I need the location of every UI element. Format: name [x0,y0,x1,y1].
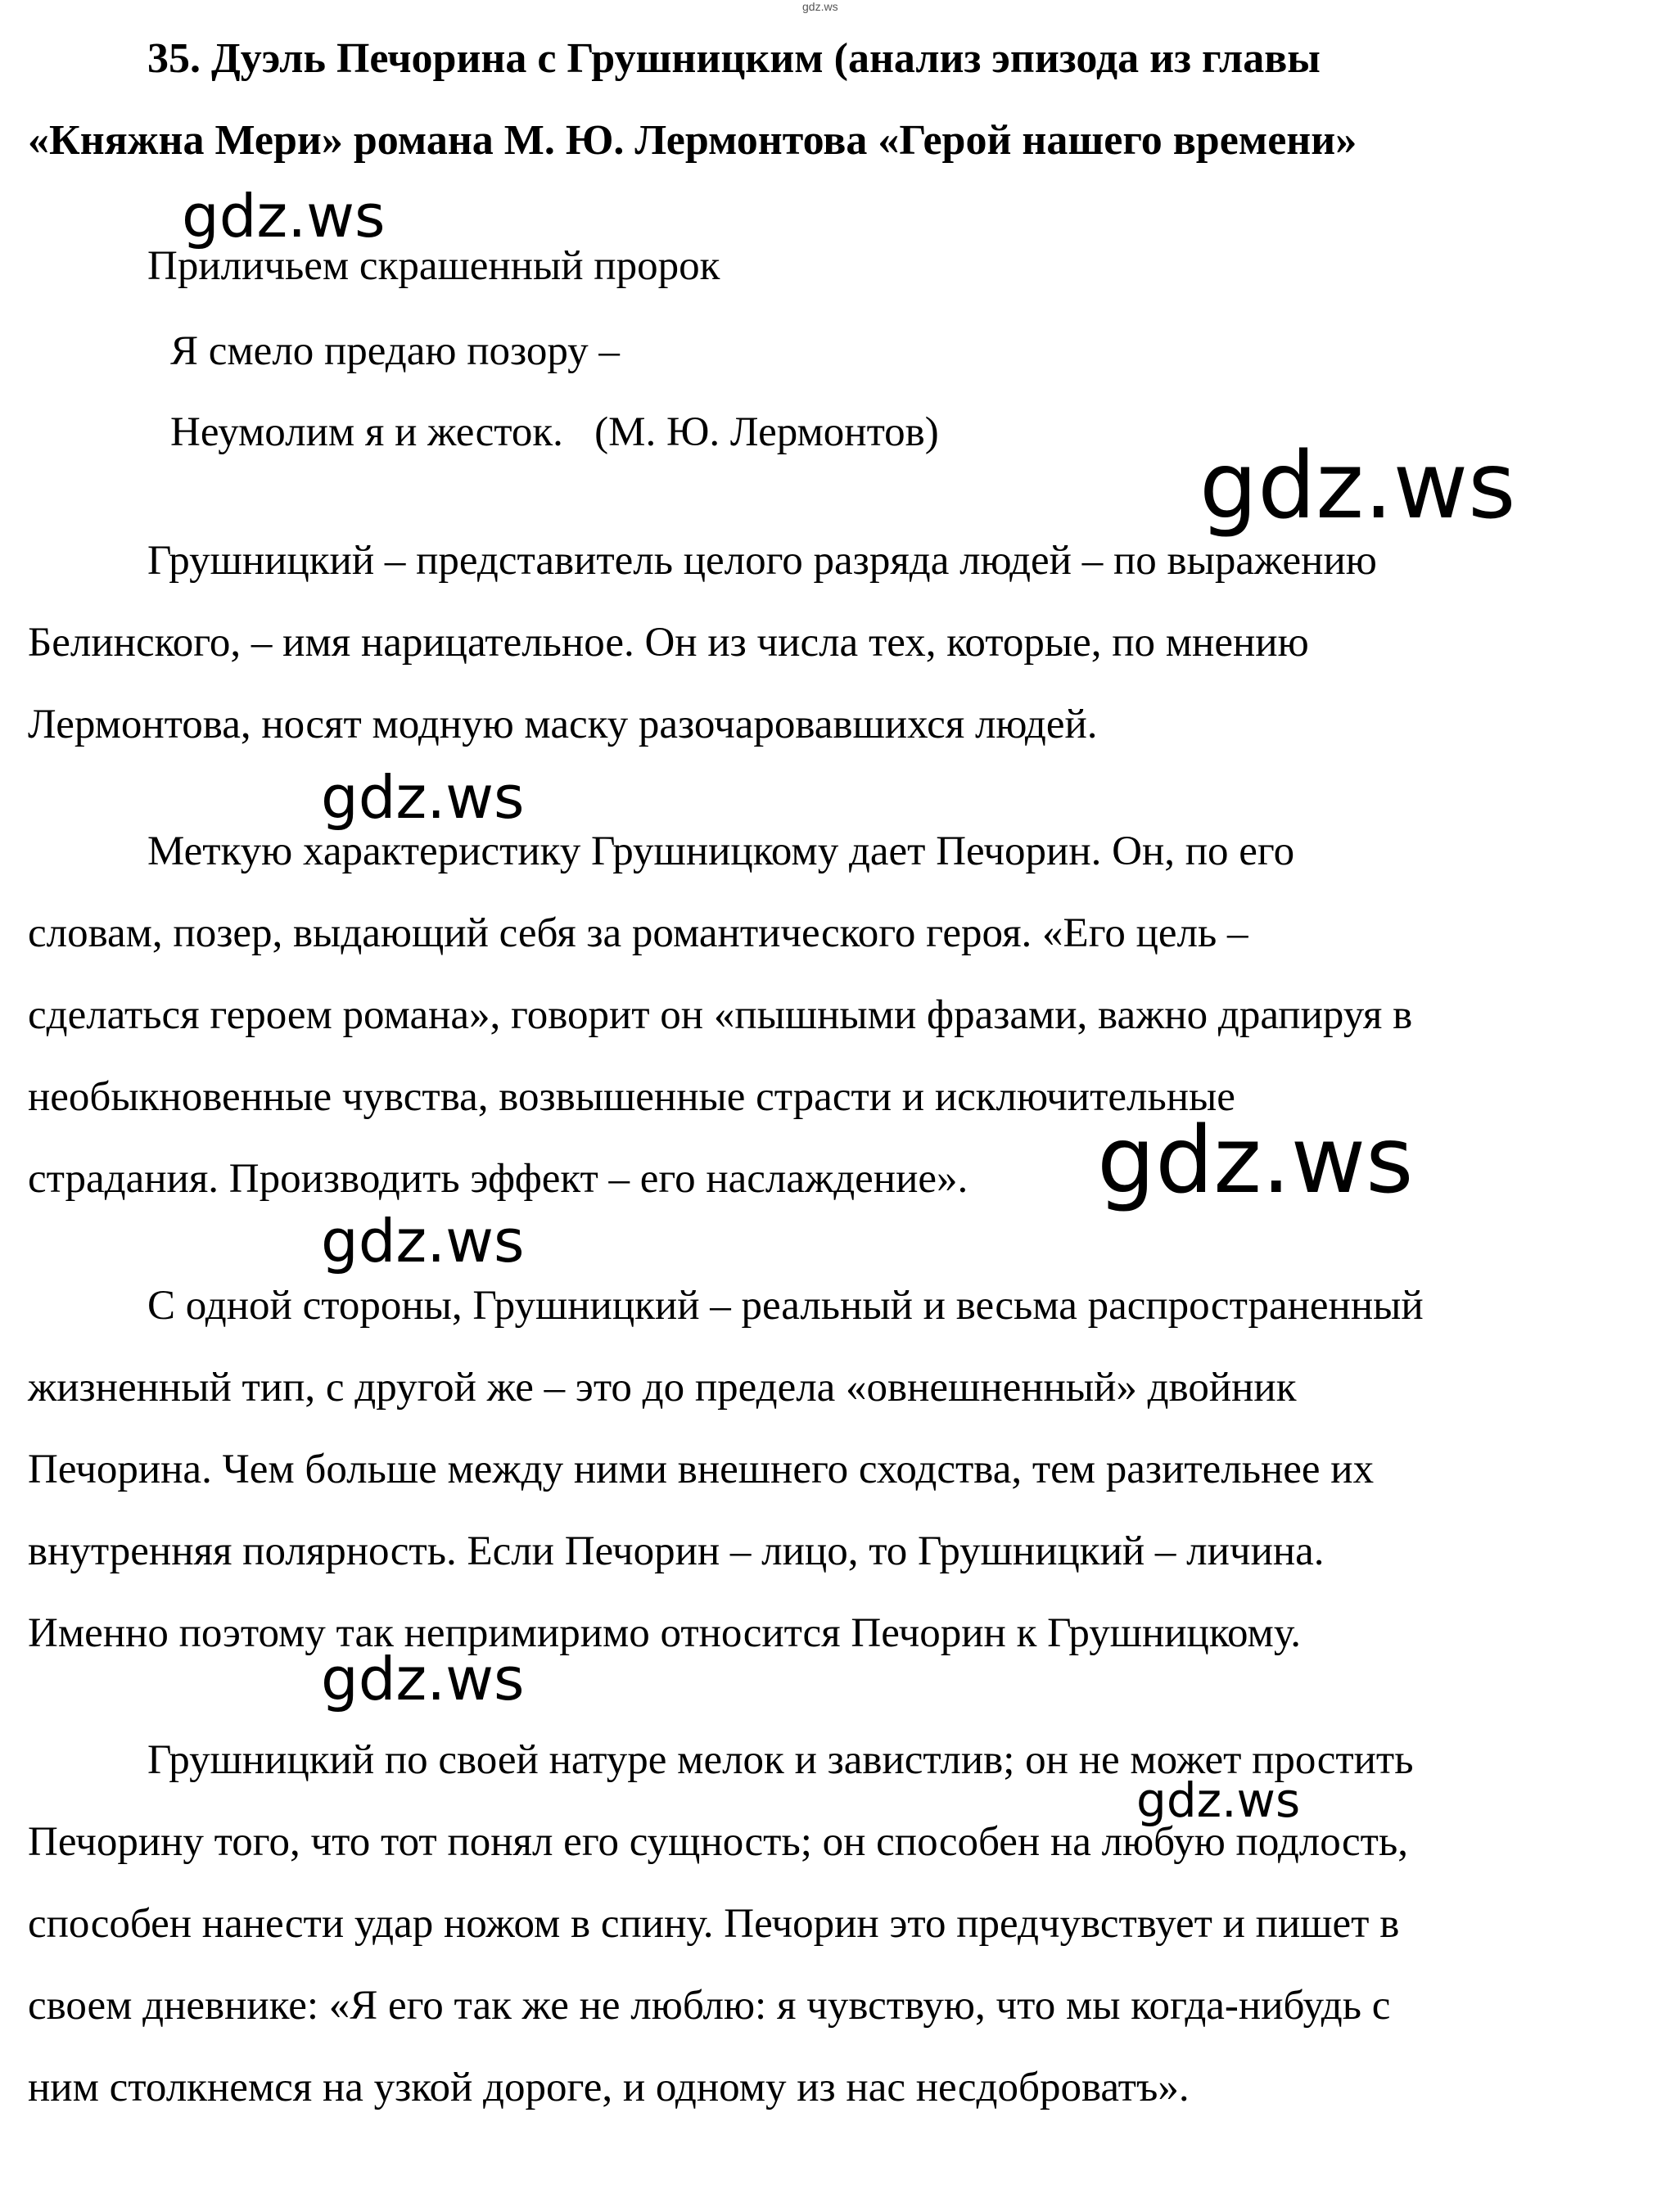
epigraph-line-1: Приличьем скрашенный пророк [147,243,720,289]
watermark-7: gdz.ws [1136,1772,1301,1828]
epigraph-line-2: Я смело предаю позору – [170,328,620,374]
paragraph-2-line-5: страдания. Производить эффект – его наслаждение». [28,1156,968,1202]
watermark-2: gdz.ws [1199,433,1516,539]
paragraph-2-line-4: необыкновенные чувства, возвышенные страсти и исключительные [28,1074,1235,1120]
watermark-3: gdz.ws [321,763,525,832]
paragraph-1-line-2: Белинского, – имя нарицательное. Он из числа тех, которые, по мнению [28,620,1309,666]
watermark-6: gdz.ws [321,1645,525,1713]
paragraph-1-line-1: Грушницкий – представитель целого разряда людей – по выражению [147,538,1377,584]
paragraph-3-line-2: жизненный тип, с другой же – это до предела «овнешненный» двойник [28,1365,1297,1411]
paragraph-4-line-3: способен нанести удар ножом в спину. Печорин это предчувствует и пишет в [28,1901,1400,1947]
paragraph-2-line-3: сделаться героем романа», говорит он «пышными фразами, важно драпируя в [28,992,1413,1038]
paragraph-2-line-2: словам, позер, выдающий себя за романтического героя. «Его цель – [28,910,1248,956]
top-watermark: gdz.ws [802,0,838,13]
paragraph-3-line-5: Именно поэтому так непримиримо относится Печорин к Грушницкому. [28,1610,1301,1656]
paragraph-3-line-3: Печорина. Чем больше между ними внешнего сходства, тем разительнее их [28,1447,1375,1492]
paragraph-1-line-3: Лермонтова, носят модную маску разочаровавшихся людей. [28,702,1098,747]
title-line-1: 35. Дуэль Печорина с Грушницким (анализ эпизода из главы [147,35,1321,82]
page-title [28,18,1632,182]
paragraph-3-line-1: С одной стороны, Грушницкий – реальный и весьма распространенный [147,1283,1424,1329]
paragraph-2-line-1: Меткую характеристику Грушницкому дает Печорин. Он, по его [147,828,1295,874]
paragraph-3-line-4: внутренняя полярность. Если Печорин – лицо, то Грушницкий – личина. [28,1528,1325,1574]
watermark-1: gdz.ws [182,182,386,251]
paragraph-4-line-1: Грушницкий по своей натуре мелок и завистлив; он не может простить [147,1737,1414,1783]
title-line-2: «Княжна Мери» романа М. Ю. Лермонтова «Герой нашего времени» [28,117,1357,164]
watermark-5: gdz.ws [321,1207,525,1275]
paragraph-4-line-2: Печорину того, что тот понял его сущность; он способен на любую подлость, [28,1819,1408,1865]
epigraph-line-3: Неумолим я и жесток. (М. Ю. Лермонтов) [170,409,939,455]
paragraph-4-line-5: ним столкнемся на узкой дороге, и одному из нас несдоброватъ». [28,2065,1190,2110]
watermark-4: gdz.ws [1097,1108,1414,1214]
paragraph-4-line-4: своем дневнике: «Я его так же не люблю: я чувствую, что мы когда-нибудь с [28,1983,1391,2029]
